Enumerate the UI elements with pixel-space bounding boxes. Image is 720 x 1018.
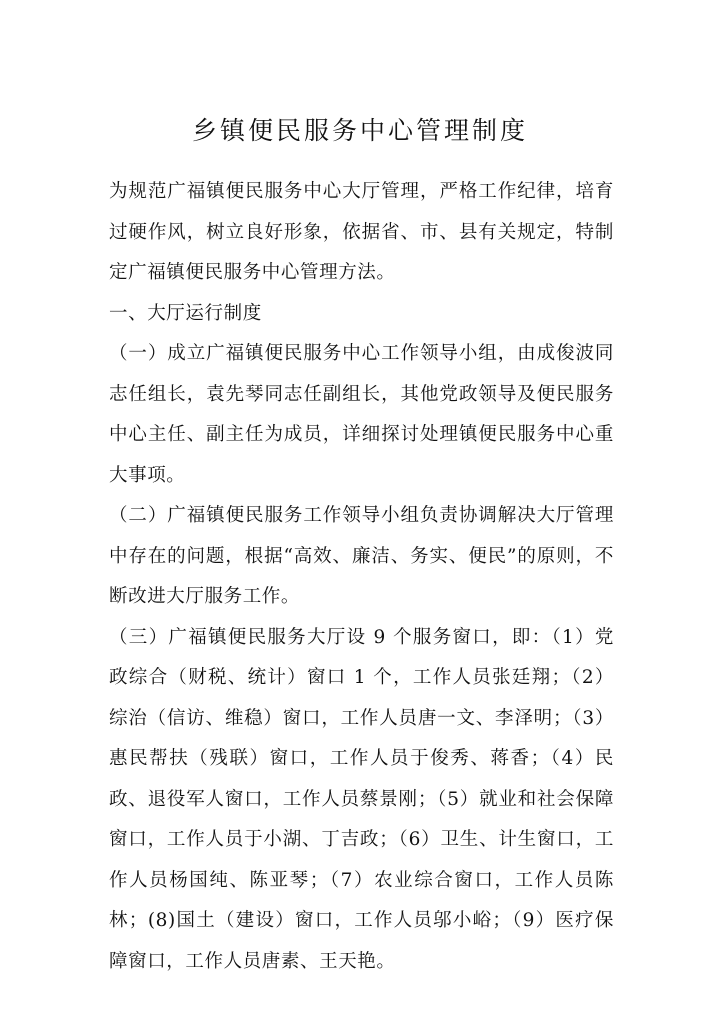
paragraph-item-2: （二）广福镇便民服务工作领导小组负责协调解决大厅管理中存在的问题，根据“高效、廉洁、务实、便民”的原则，不断改进大厅服务工作。 bbox=[109, 505, 614, 607]
paragraph-item-3: （三）广福镇便民服务大厅设 9 个服务窗口，即：（1）党政综合（财税、统计）窗口 1 个，工作人员张廷翔；（2）综治（信访、维稳）窗口，工作人员唐一文、李泽明；（3）惠民帮扶（残联）窗口，工作人员于俊秀、蒋香；（4）民政、退役军人窗口，工作人员蔡景刚；（5）就业和社会保障窗口，工作人员于小湖、丁吉政；（6）卫生、计生窗口，工作人员杨国纯、陈亚琴；（7）农业综合窗口，工作人员陈林；(8)国土（建设）窗口，工作人员邬小峪；（9）医疗保障窗口，工作人员唐素、王天艳。 bbox=[109, 626, 614, 972]
paragraph-item-1: （一）成立广福镇便民服务中心工作领导小组，由成俊波同志任组长，袁先琴同志任副组长，其他党政领导及便民服务中心主任、副主任为成员，详细探讨处理镇便民服务中心重大事项。 bbox=[109, 343, 614, 486]
document-body bbox=[109, 172, 614, 982]
document-title: 乡镇便民服务中心管理制度 bbox=[191, 116, 528, 145]
paragraph-intro: 为规范广福镇便民服务中心大厅管理，严格工作纪律，培育过硬作风，树立良好形象，依据省、市、县有关规定，特制定广福镇便民服务中心管理方法。 bbox=[109, 181, 614, 283]
section-heading-hall-operation: 一、大厅运行制度 bbox=[109, 302, 262, 324]
